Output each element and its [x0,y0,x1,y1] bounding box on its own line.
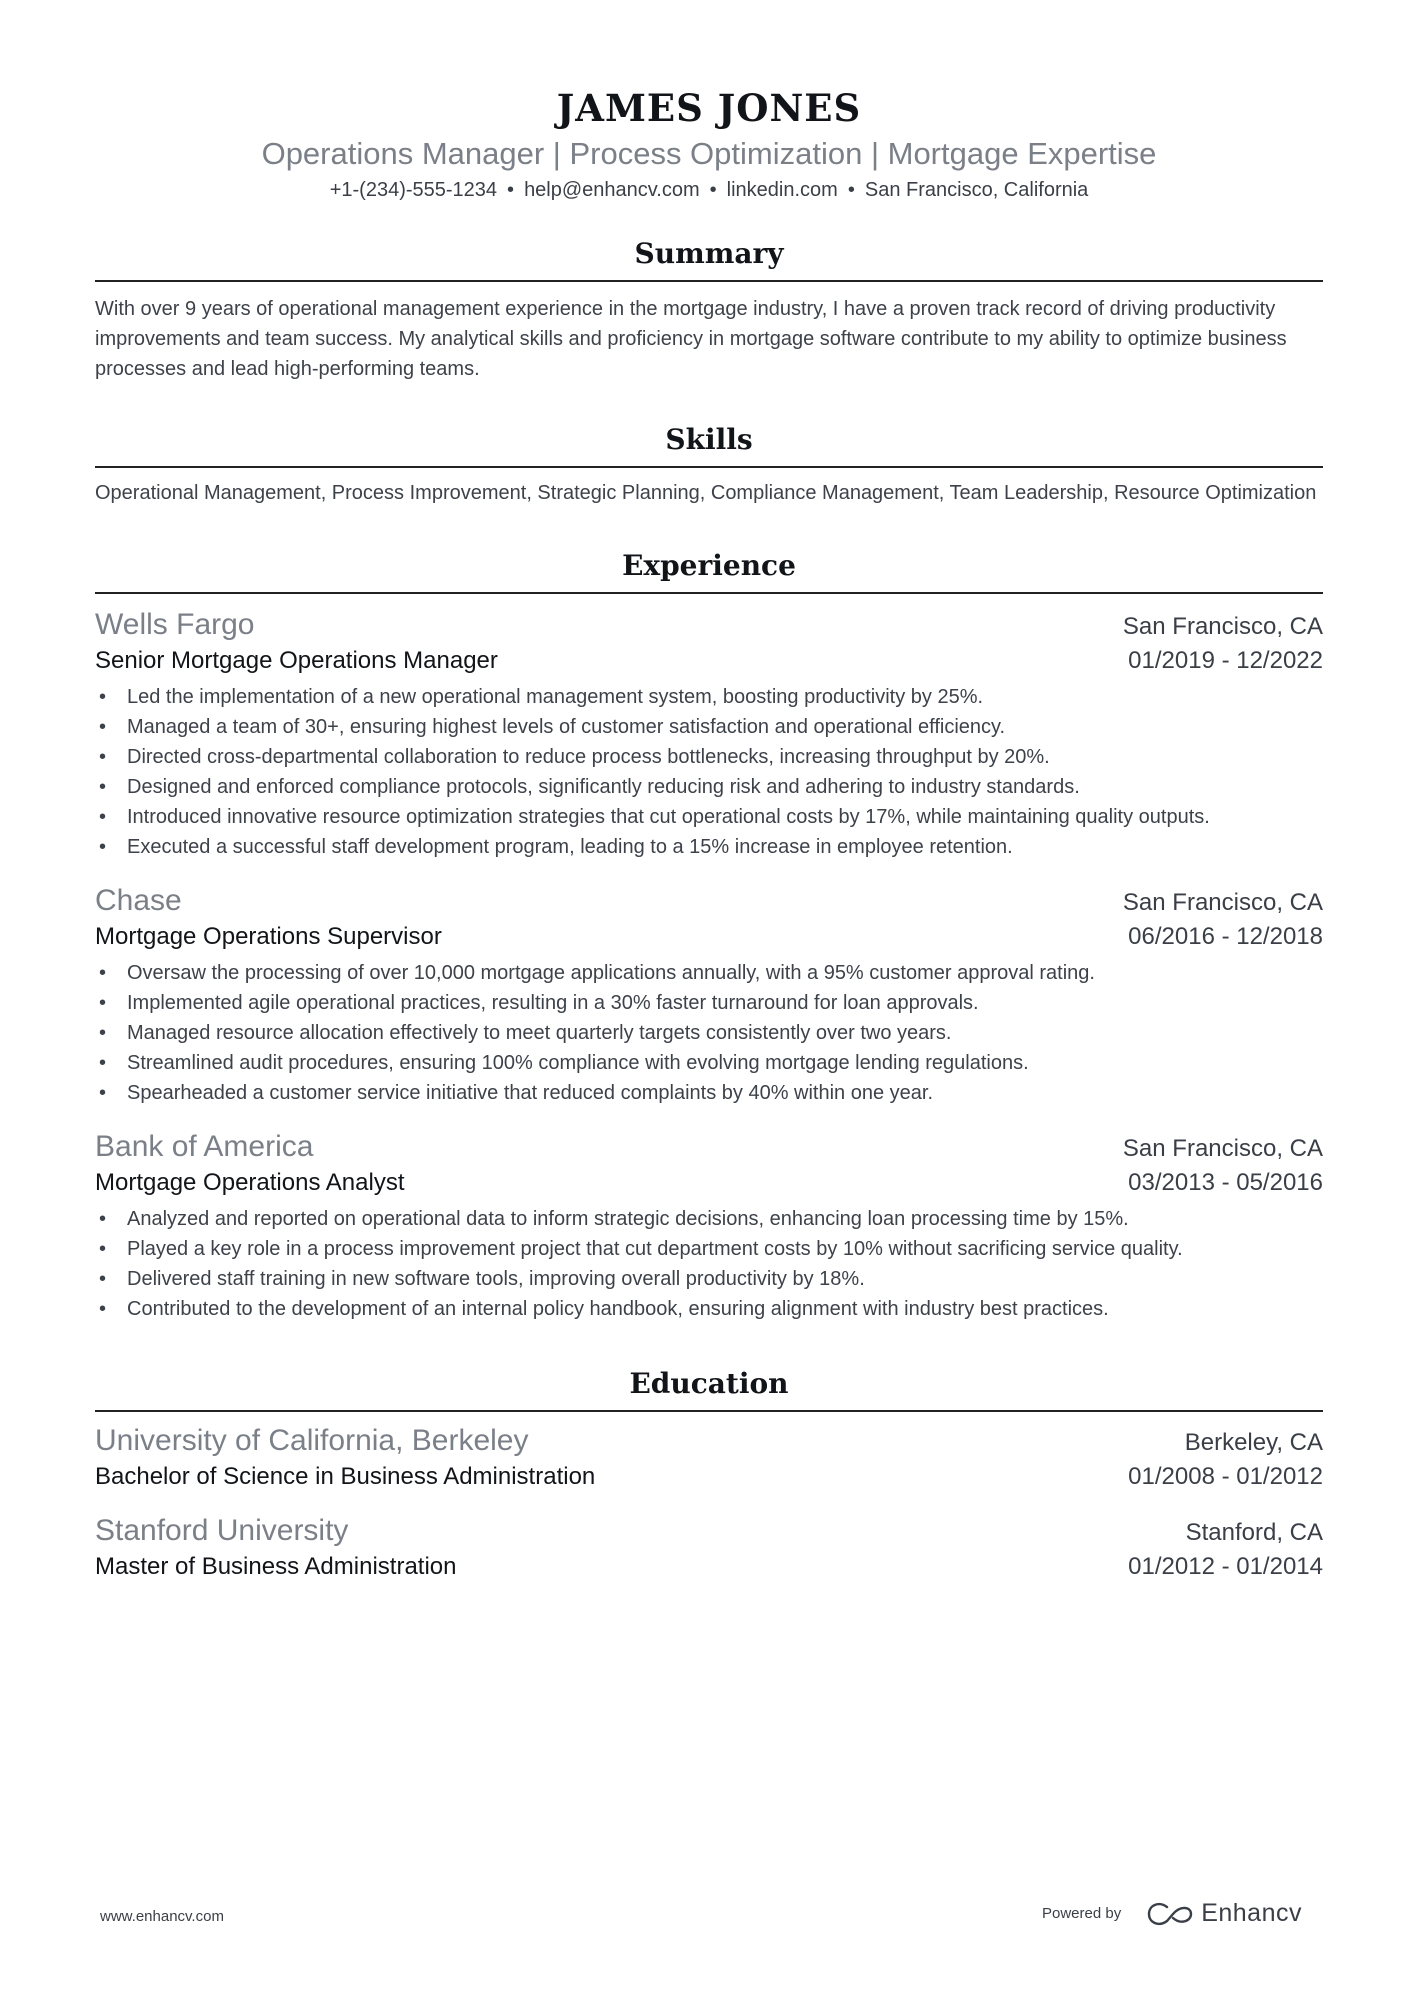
achievement-item: • Oversaw the processing of over 10,000 mortgage applications annually, with a 95% customer approval rating. [95,958,1323,988]
achievement-item: • Streamlined audit procedures, ensuring 100% compliance with evolving mortgage lending regulations. [95,1048,1323,1078]
achievement-list [95,958,1323,1108]
achievement-item: • Played a key role in a process improvement project that cut department costs by 10% without sacrificing service quality. [95,1234,1323,1264]
experience-heading: Experience [95,548,1323,594]
footer-branding [1042,1899,1302,1928]
experience-entry [95,1128,1323,1324]
education-heading: Education [95,1366,1323,1412]
brand-name: Enhancv [1201,1899,1302,1927]
school-location: Berkeley, CA [1184,1429,1323,1456]
degree: Bachelor of Science in Business Administration [95,1463,596,1490]
enhancv-logo[interactable] [1147,1899,1302,1928]
achievement-list [95,1204,1323,1324]
summary-heading: Summary [95,236,1323,282]
achievement-item: • Contributed to the development of an internal policy handbook, ensuring alignment with industry best practices. [95,1294,1323,1324]
job-location: San Francisco, CA [1122,889,1323,916]
job-title: Senior Mortgage Operations Manager [95,647,498,674]
achievement-item: • Delivered staff training in new software tools, improving overall productivity by 18%. [95,1264,1323,1294]
email[interactable]: help@enhancv.com [524,179,700,201]
enhancv-logo-icon [1147,1902,1193,1926]
school-name: University of California, Berkeley [95,1424,529,1457]
education-entry [95,1512,1323,1584]
job-title: Mortgage Operations Analyst [95,1169,405,1196]
contact-line [95,176,1323,204]
achievement-item: • Led the implementation of a new operational management system, boosting productivity by 25%. [95,682,1323,712]
phone[interactable]: +1-(234)-555-1234 [329,179,498,201]
resume-page [95,0,1323,1584]
job-location: San Francisco, CA [1122,613,1323,640]
achievement-item: • Analyzed and reported on operational data to inform strategic decisions, enhancing loan processing time by 15%. [95,1204,1323,1234]
school-location: Stanford, CA [1185,1519,1323,1546]
job-location: San Francisco, CA [1122,1135,1323,1162]
achievement-item: • Directed cross-departmental collaboration to reduce process bottlenecks, increasing throughput by 20%. [95,742,1323,772]
achievement-item: • Managed a team of 30+, ensuring highest levels of customer satisfaction and operational efficiency. [95,712,1323,742]
experience-entry [95,882,1323,1108]
headline: Operations Manager | Process Optimization | Mortgage Expertise [261,136,1157,171]
powered-by-label: Powered by [1041,1905,1122,1922]
company-name: Bank of America [95,1130,314,1163]
job-dates: 03/2013 - 05/2016 [1128,1169,1323,1196]
location: San Francisco, California [864,179,1089,201]
achievement-item: • Implemented agile operational practices, resulting in a 30% faster turnaround for loan approvals. [95,988,1323,1018]
achievement-item: • Introduced innovative resource optimization strategies that cut operational costs by 17%, while maintaining quality outputs. [95,802,1323,832]
bullet-separator: • [507,179,515,201]
job-dates: 06/2016 - 12/2018 [1128,923,1323,950]
degree: Master of Business Administration [95,1553,457,1580]
achievement-item: • Designed and enforced compliance protocols, significantly reducing risk and adhering to industry standards. [95,772,1323,802]
achievement-list [95,682,1323,862]
job-title: Mortgage Operations Supervisor [95,923,442,950]
candidate-name: JAMES JONES [556,86,862,130]
achievement-item: • Managed resource allocation effectively to meet quarterly targets consistently over two years. [95,1018,1323,1048]
achievement-item: • Spearheaded a customer service initiative that reduced complaints by 40% within one year. [95,1078,1323,1108]
education-dates: 01/2012 - 01/2014 [1128,1553,1323,1580]
company-name: Wells Fargo [95,608,255,641]
footer-website[interactable]: www.enhancv.com [100,1908,224,1925]
education-dates: 01/2008 - 01/2012 [1128,1463,1323,1490]
school-name: Stanford University [95,1514,349,1547]
summary-text: With over 9 years of operational management experience in the mortgage industry, I have a proven track record of driving productivity improvements and team success. My analytical skills and proficiency in mortgage software contribute to my ability to optimize business processes and lead high-performing teams. [95,298,1287,380]
linkedin[interactable]: linkedin.com [726,179,838,201]
bullet-separator: • [709,179,717,201]
skills-heading: Skills [95,422,1323,468]
job-dates: 01/2019 - 12/2022 [1128,647,1323,674]
education-entry [95,1422,1323,1494]
company-name: Chase [95,884,182,917]
bullet-separator: • [847,179,855,201]
experience-entry [95,606,1323,862]
skills-text: Operational Management, Process Improvement, Strategic Planning, Compliance Management, Team Leadership, Resource Optimization [95,482,1317,504]
achievement-item: • Executed a successful staff development program, leading to a 15% increase in employee retention. [95,832,1323,862]
